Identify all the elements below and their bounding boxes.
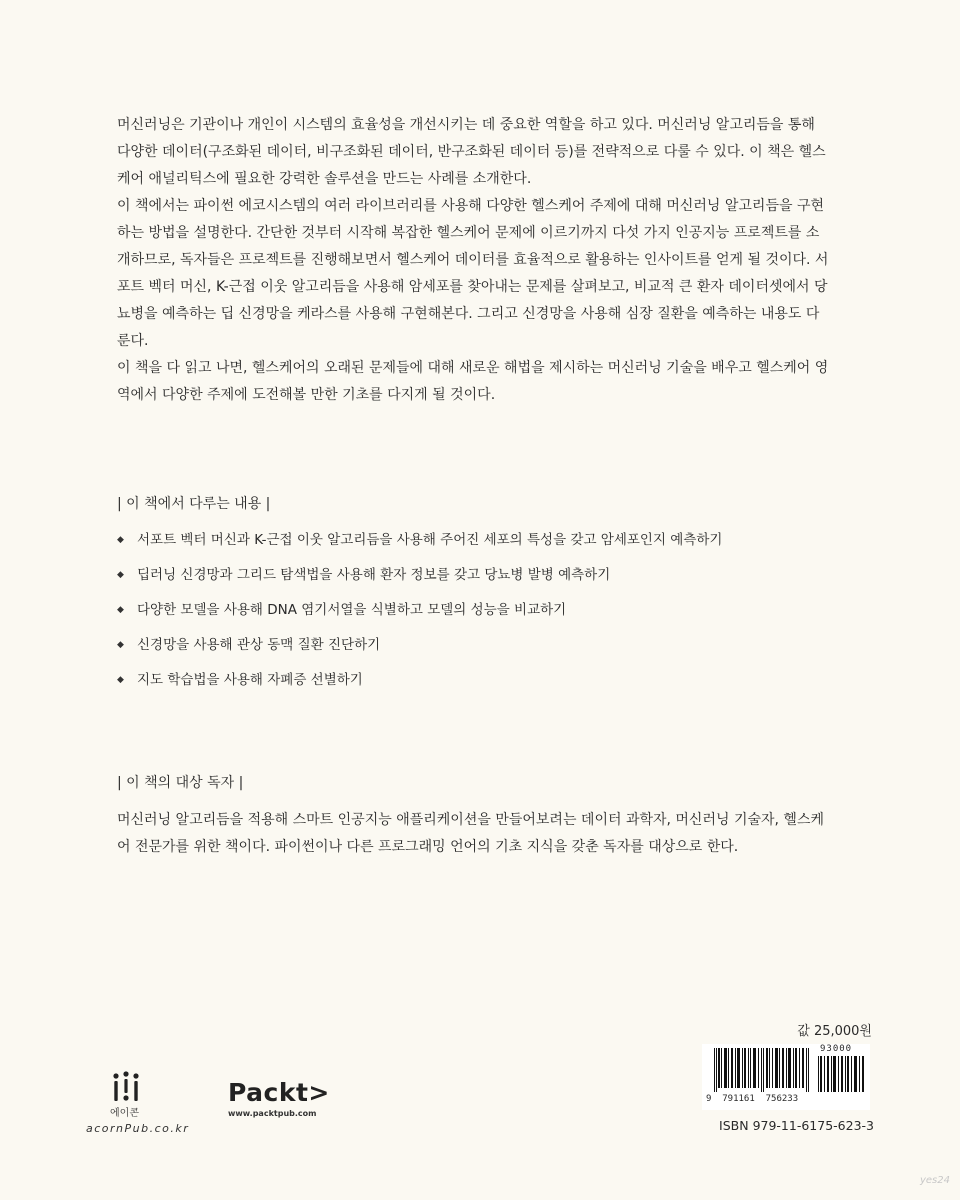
- list-item-text: 다양한 모델을 사용해 DNA 염기서열을 식별하고 모델의 성능을 비교하기: [137, 602, 567, 618]
- intro-paragraph-2: 이 책에서는 파이썬 에코시스템의 여러 라이브러리를 사용해 다양한 헬스케어 주제에 대해 머신러닝 알고리듬을 구현하는 방법을 설명한다. 간단한 것부터 시작해 복잡한 헬스케어 문제에 이르기까지 다섯 가지 인공지능 프로젝트를 소개하므로, 독자들은 프로젝트를 진행해보면서 헬스케어 데이터를 효율적으로 활용하는 인사이트를 얻게 될 것이다. 서포트 벡터 머신, K-근접 이웃 알고리듬을 사용해 암세포를 찾아내는 문제를 살펴보고, 비교적 큰 환자 데이터셋에서 당뇨병을 예측하는 딥 신경망을 케라스를 사용해 구현해본다. 그리고 신경망을 사용해 심장 질환을 예측하는 내용도 다룬다.: [117, 198, 829, 349]
- barcode-addon-bars: [818, 1056, 866, 1092]
- isbn-barcode: [702, 1044, 870, 1110]
- acorn-logo-icon: [106, 1070, 146, 1108]
- audience-heading: | 이 책의 대상 독자 |: [117, 775, 244, 791]
- diamond-bullet-icon: ◆: [117, 535, 124, 545]
- list-item: [117, 670, 837, 705]
- list-item-text: 서포트 벡터 머신과 K-근접 이웃 알고리듬을 사용해 주어진 세포의 특성을 갖고 암세포인지 예측하기: [137, 532, 723, 548]
- list-item: [117, 635, 837, 670]
- packt-logo: Packt>: [228, 1078, 330, 1107]
- watermark: yes24: [919, 1175, 950, 1186]
- covers-heading: | 이 책에서 다루는 내용 |: [117, 496, 271, 512]
- isbn-number: ISBN 979-11-6175-623-3: [719, 1118, 874, 1133]
- audience-paragraph: 머신러닝 알고리듬을 적용해 스마트 인공지능 애플리케이션을 만들어보려는 데이터 과학자, 머신러닝 기술자, 헬스케어 전문가를 위한 책이다. 파이썬이나 다른 프로그래밍 언어의 기초 지식을 갖춘 독자를 대상으로 한다.: [117, 812, 825, 855]
- list-item: [117, 565, 837, 600]
- diamond-bullet-icon: ◆: [117, 605, 124, 615]
- intro-paragraph-1: 머신러닝은 기관이나 개인이 시스템의 효율성을 개선시키는 데 중요한 역할을 하고 있다. 머신러닝 알고리듬을 통해 다양한 데이터(구조화된 데이터, 비구조화된 데이터, 반구조화된 데이터 등)를 전략적으로 다룰 수 있다. 이 책은 헬스케어 애널리틱스에 필요한 강력한 솔루션을 만드는 사례를 소개한다.: [117, 117, 826, 187]
- barcode-digits: 9 791161 756233: [706, 1094, 799, 1104]
- price-label: 값 25,000원: [797, 1024, 872, 1039]
- list-item-text: 지도 학습법을 사용해 자폐증 선별하기: [137, 672, 363, 688]
- barcode-addon-number: 93000: [820, 1044, 853, 1054]
- list-item: [117, 530, 837, 565]
- acorn-logo-subtitle: 에이콘: [110, 1108, 139, 1119]
- covers-list: [117, 530, 837, 705]
- diamond-bullet-icon: ◆: [117, 675, 124, 685]
- diamond-bullet-icon: ◆: [117, 640, 124, 650]
- diamond-bullet-icon: ◆: [117, 570, 124, 580]
- list-item-text: 신경망을 사용해 관상 동맥 질환 진단하기: [137, 637, 381, 653]
- list-item-text: 딥러닝 신경망과 그리드 탐색법을 사용해 환자 정보를 갖고 당뇨병 발병 예측하기: [137, 567, 611, 583]
- barcode-main-bars: [714, 1048, 812, 1092]
- acorn-url: acornPub.co.kr: [86, 1122, 190, 1135]
- list-item: [117, 600, 837, 635]
- packt-url: www.packtpub.com: [228, 1109, 317, 1118]
- intro-paragraph-3: 이 책을 다 읽고 나면, 헬스케어의 오래된 문제들에 대해 새로운 해법을 제시하는 머신러닝 기술을 배우고 헬스케어 영역에서 다양한 주제에 도전해볼 만한 기초를 다지게 될 것이다.: [117, 360, 829, 403]
